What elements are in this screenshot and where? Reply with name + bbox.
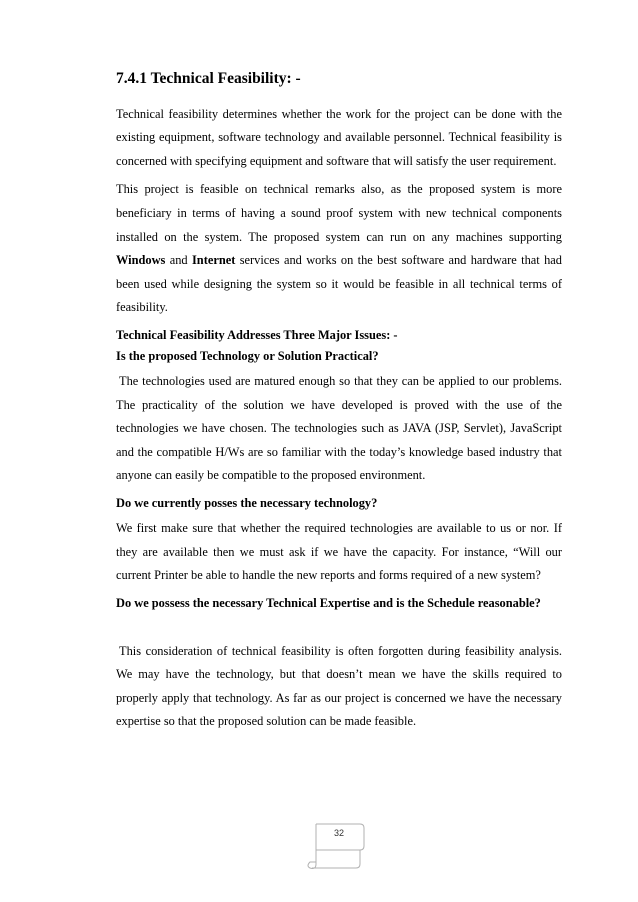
document-page: [116, 70, 562, 739]
paragraph-intro: Technical feasibility determines whether the work for the project can be done with the existing equipment, software technology and available personnel. Technical feasibility is concerned with specifying equipment and software that will satisfy the user requirement.: [116, 106, 562, 168]
section-heading: 7.4.1 Technical Feasibility: -: [116, 70, 301, 87]
answer-1: The technologies used are matured enough so that they can be applied to our problems. The practicality of the solution we have developed is proved with the use of the technologies we have chosen. The technologies such as JAVA (JSP, Servlet), JavaScript and the compatible H/Ws are so familiar with the today’s knowledge based industry that anyone can easily be compatible to the proposed environment.: [116, 373, 562, 483]
question-1: Is the proposed Technology or Solution Practical?: [116, 348, 379, 363]
scroll-icon: [306, 816, 366, 876]
question-2: Do we currently posses the necessary technology?: [116, 495, 378, 510]
windows-keyword: Windows: [116, 253, 166, 268]
paragraph-feasible: [116, 178, 562, 320]
issues-subheading: Technical Feasibility Addresses Three Major Issues: -: [116, 327, 398, 342]
question-3: Do we possess the necessary Technical Expertise and is the Schedule reasonable?: [116, 595, 541, 610]
answer-3: This consideration of technical feasibility is often forgotten during feasibility analysis. We may have the technology, but that doesn’t mean we have the skills required to properly apply that technology. As far as our project is concerned we have the necessary expertise so that the proposed solution can be made feasible.: [116, 643, 562, 729]
answer-2: We first make sure that whether the required technologies are available to us or nor. If they are available then we must ask if we have the capacity. For instance, “Will our current Printer be able to handle the new reports and forms required of a new system?: [116, 520, 562, 583]
internet-keyword: Internet: [191, 253, 236, 268]
paragraph-feasible-text-2: and: [165, 253, 192, 268]
paragraph-feasible-text-1: This project is feasible on technical remarks also, as the proposed system is more beneficiary in terms of having a sound proof system with new technical components installed on the system. The proposed system can run on any machines supporting: [116, 182, 562, 244]
paragraph-feasible-text-3: services and works on the best software and hardware that had been used while designing the system so it would be feasible in all technical terms of feasibility.: [116, 253, 562, 315]
page-number-scroll: [306, 816, 366, 876]
page-number: 32: [333, 828, 344, 838]
